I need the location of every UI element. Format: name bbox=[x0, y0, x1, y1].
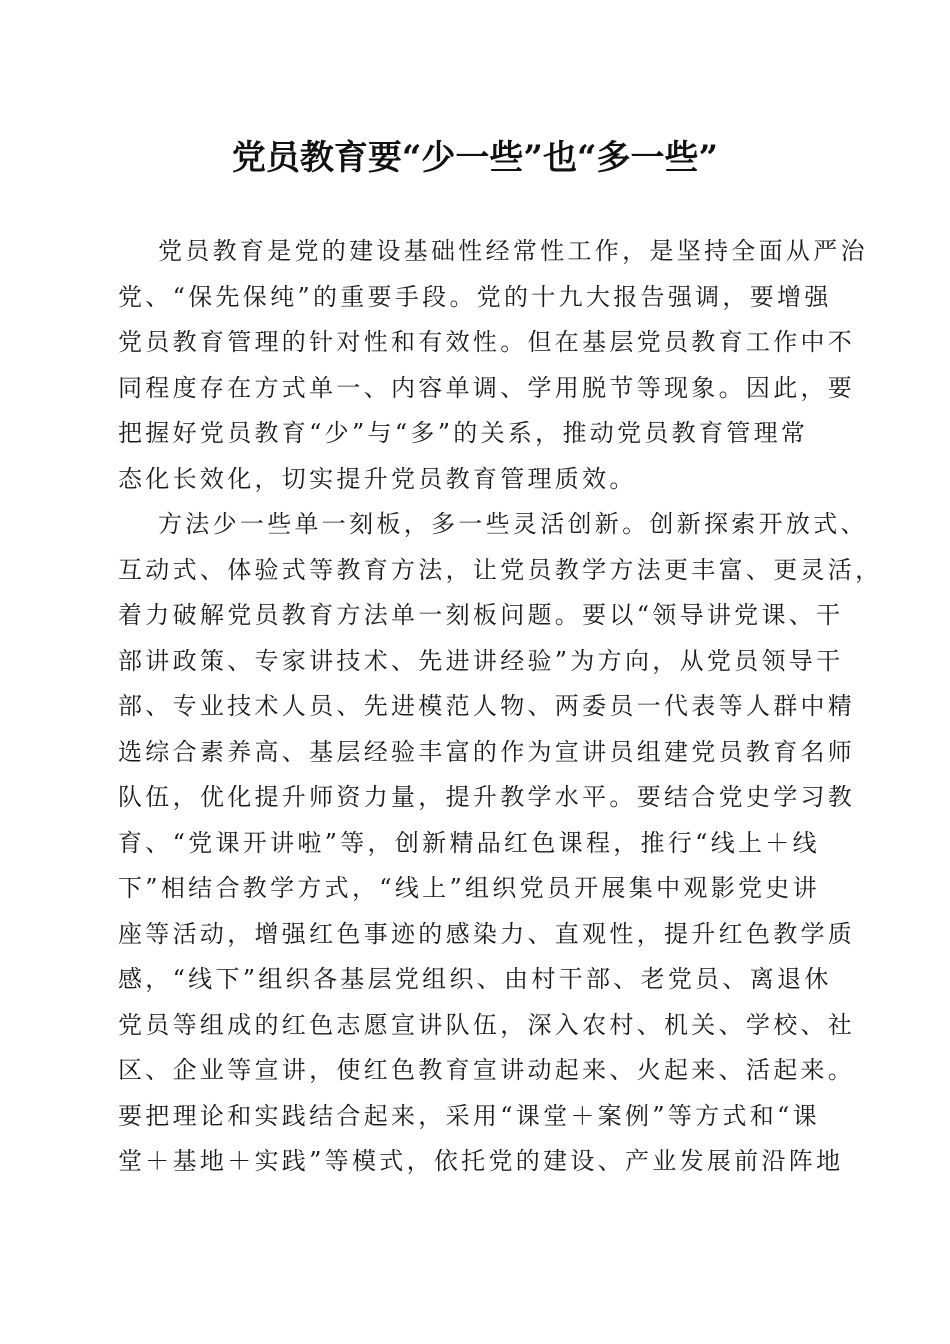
text-line: 部讲政策、专家讲技术、先进讲经验”为方向，从党员领导干 bbox=[118, 646, 844, 675]
paragraph-2 bbox=[118, 502, 883, 1185]
text-line: 态化长效化，切实提升党员教育管理质效。 bbox=[118, 464, 637, 493]
text-line: 互动式、体验式等教育方法，让党员教学方法更丰富、更灵活， bbox=[118, 555, 883, 584]
text-line: 队伍，优化提升师资力量，提升教学水平。要结合党史学习教 bbox=[118, 783, 856, 811]
text-line: 感，“线下”组织各基层党组织、由村干部、老党员、离退休 bbox=[118, 965, 832, 993]
document-body bbox=[118, 229, 883, 1185]
text-line: 下”相结合教学方式，“线上”组织党员开展集中观影党史讲 bbox=[118, 874, 820, 902]
text-line: 党员教育是党的建设基础性经常性工作，是坚持全面从严治 bbox=[158, 237, 868, 265]
paragraph-1 bbox=[118, 229, 868, 502]
text-line: 育、“党课开讲啦”等，创新精品红色课程，推行“线上＋线 bbox=[118, 828, 820, 857]
text-line: 党员教育管理的针对性和有效性。但在基层党员教育工作中不 bbox=[118, 328, 856, 356]
text-line: 同程度存在方式单一、内容单调、学用脱节等现象。因此，要 bbox=[118, 373, 856, 402]
text-line: 把握好党员教育“少”与“多”的关系，推动党员教育管理常 bbox=[118, 419, 809, 447]
document-title: 党员教育要“少一些”也“多一些” bbox=[231, 138, 719, 178]
text-line: 堂＋基地＋实践”等模式，依托党的建设、产业发展前沿阵地 bbox=[118, 1147, 844, 1175]
text-line: 方法少一些单一刻板，多一些灵活创新。创新探索开放式、 bbox=[158, 510, 868, 538]
text-line: 座等活动，增强红色事迹的感染力、直观性，提升红色教学质 bbox=[118, 919, 856, 948]
text-line: 党、“保先保纯”的重要手段。党的十九大报告强调，要增强 bbox=[118, 282, 832, 311]
text-line: 部、专业技术人员、先进模范人物、两委员一代表等人群中精 bbox=[118, 692, 856, 720]
text-line: 着力破解党员教育方法单一刻板问题。要以“领导讲党课、干 bbox=[118, 601, 844, 629]
text-line: 要把理论和实践结合起来，采用“课堂＋案例”等方式和“课 bbox=[118, 1101, 820, 1130]
text-line: 区、企业等宣讲，使红色教育宣讲动起来、火起来、活起来。 bbox=[118, 1056, 856, 1084]
text-line: 党员等组成的红色志愿宣讲队伍，深入农村、机关、学校、社 bbox=[118, 1010, 856, 1039]
text-line: 选综合素养高、基层经验丰富的作为宣讲员组建党员教育名师 bbox=[118, 737, 856, 766]
